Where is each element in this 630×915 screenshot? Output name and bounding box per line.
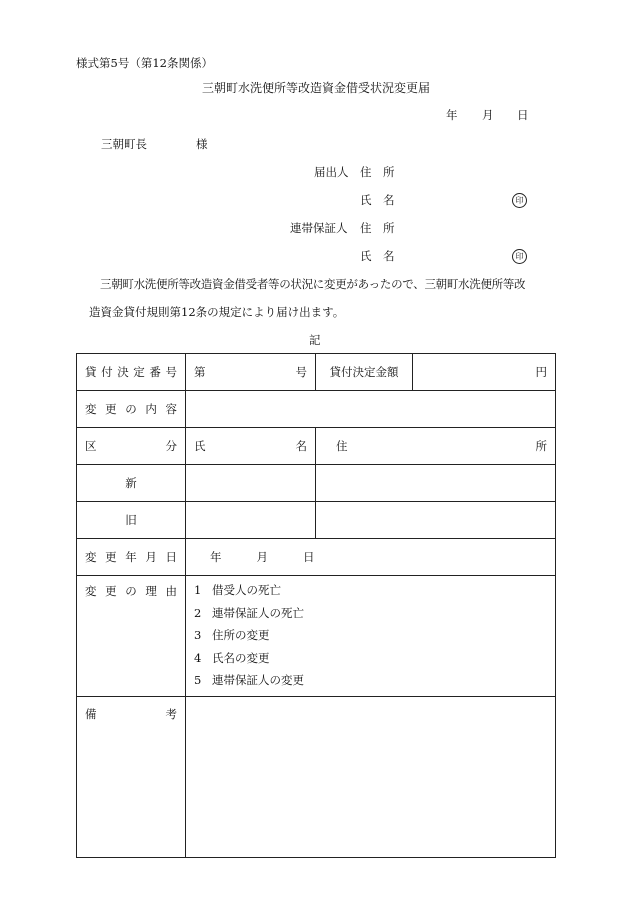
category-label: 区 分 — [77, 428, 186, 465]
row-reason — [77, 576, 556, 697]
addressee-name: 三朝町長 — [101, 137, 147, 151]
row-remarks — [77, 696, 556, 857]
old-address-field[interactable] — [316, 502, 556, 539]
reason-list — [186, 576, 556, 697]
decision-number-field[interactable]: 第 号 — [186, 354, 316, 391]
date-month: 月 — [482, 108, 494, 122]
decision-amount-field[interactable]: 円 — [413, 354, 556, 391]
decision-number-label: 貸 付 決 定 番 号 — [77, 354, 186, 391]
form-title: 三朝町水洗便所等改造資金借受状況変更届 — [202, 81, 431, 95]
row-change-content — [77, 391, 556, 428]
row-new — [77, 465, 556, 502]
date-year: 年 — [446, 108, 458, 122]
old-name-field[interactable] — [186, 502, 316, 539]
change-date-field[interactable]: 年 月 日 — [186, 539, 556, 576]
reason-label: 変 更 の 理 由 — [77, 576, 186, 697]
applicant-seal-icon: 印 — [512, 193, 527, 208]
remarks-field[interactable] — [186, 696, 556, 857]
row-old — [77, 502, 556, 539]
new-address-field[interactable] — [316, 465, 556, 502]
form-number: 様式第5号（第12条関係） — [76, 56, 213, 70]
reason-option[interactable]: 2 連帯保証人の死亡 — [194, 605, 304, 620]
name-column-label: 氏 名 — [186, 428, 316, 465]
guarantor-address-label: 住 所 — [360, 221, 395, 235]
date-day: 日 — [517, 108, 529, 122]
applicant-address-label: 住 所 — [360, 165, 395, 179]
reason-option[interactable]: 1 借受人の死亡 — [194, 583, 281, 597]
guarantor-role: 連帯保証人 — [290, 221, 348, 235]
new-label: 新 — [77, 465, 186, 502]
reason-option[interactable]: 5 連帯保証人の変更 — [194, 673, 304, 687]
row-change-date — [77, 539, 556, 576]
change-date-label: 変 更 年 月 日 — [77, 539, 186, 576]
new-name-field[interactable] — [186, 465, 316, 502]
applicant-role: 届出人 — [314, 165, 349, 179]
reason-option[interactable]: 3 住所の変更 — [194, 628, 270, 642]
body-text-line1: 三朝町水洗便所等改造資金借受者等の状況に変更があったので、三朝町水洗便所等改 — [100, 277, 526, 291]
body-text-line2: 造資金貸付規則第12条の規定により届け出ます。 — [89, 305, 345, 319]
remarks-label: 備 考 — [77, 696, 186, 857]
row-category-header — [77, 428, 556, 465]
reason-option[interactable]: 4 氏名の変更 — [194, 650, 270, 665]
note-heading: 記 — [309, 333, 321, 347]
decision-amount-label: 貸付決定金額 — [316, 354, 413, 391]
change-details-table — [76, 353, 556, 858]
applicant-name-label: 氏 名 — [360, 193, 395, 207]
guarantor-seal-icon: 印 — [512, 249, 527, 264]
change-content-label: 変 更 の 内 容 — [77, 391, 186, 428]
addressee-honorific: 様 — [196, 137, 208, 151]
address-column-label: 住 所 — [316, 428, 556, 465]
change-content-field[interactable] — [186, 391, 556, 428]
old-label: 旧 — [77, 502, 186, 539]
guarantor-name-label: 氏 名 — [360, 249, 395, 263]
row-decision-number — [77, 354, 556, 391]
